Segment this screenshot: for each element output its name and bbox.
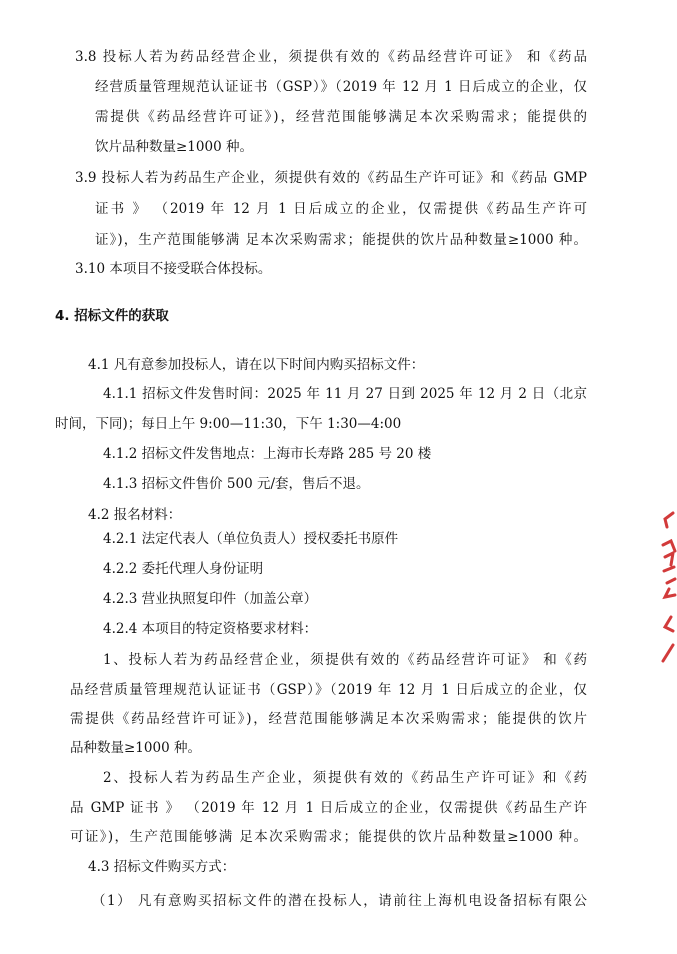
clause-3-9-line-3: 证》)，生产范围能够满 足本次采购需求；能提供的饮片品种数量≥1000 种。 — [95, 232, 587, 248]
clause-4-2-1: 4.2.1 法定代表人（单位负责人）授权委托书原件 — [103, 531, 399, 547]
clause-4-2-2: 4.2.2 委托代理人身份证明 — [103, 561, 264, 577]
clause-3-8-line-3: 需提供《药品经营许可证》)，经营范围能够满足本次采购需求；能提供的 — [95, 109, 587, 125]
clause-4-1-1-line-2: 时间，下同)；每日上午 9:00—11:30，下午 1:30—4:00 — [55, 416, 402, 432]
requirement-2-line-3: 可证》)，生产范围能够满 足本次采购需求；能提供的饮片品种数量≥1000 种。 — [70, 829, 587, 845]
requirement-1-line-3: 需提供《药品经营许可证》)，经营范围能够满足本次采购需求；能提供的饮片 — [70, 711, 587, 727]
clause-3-8-line-2: 经营质量管理规范认证证书（GSP）》（2019 年 12 月 1 日后成立的企业，仅 — [95, 79, 587, 95]
clause-3-9-line-2: 证书 》 （2019 年 12 月 1 日后成立的企业，仅需提供《药品生产许可 — [95, 201, 587, 217]
section-4-heading: 4. 招标文件的获取 — [55, 308, 169, 324]
clause-4-1-3: 4.1.3 招标文件售价 500 元/套，售后不退。 — [103, 476, 370, 492]
clause-4-1-1-line-1: 4.1.1 招标文件发售时间：2025 年 11 月 27 日到 2025 年 12 月 2 日（北京 — [103, 386, 587, 402]
clause-4-2: 4.2 报名材料： — [88, 507, 182, 523]
clause-3-10: 3.10 本项目不接受联合体投标。 — [75, 261, 272, 277]
requirement-1-line-4: 品种数量≥1000 种。 — [70, 740, 201, 756]
requirement-1-line-1: 1、投标人若为药品经营企业，须提供有效的《药品经营许可证》 和《药 — [103, 652, 587, 668]
requirement-2-line-1: 2、投标人若为药品生产企业，须提供有效的《药品生产许可证》和《药 — [103, 770, 587, 786]
clause-3-8-line-4: 饮片品种数量≥1000 种。 — [95, 139, 253, 155]
clause-3-8-line-1: 3.8 投标人若为药品经营企业，须提供有效的《药品经营许可证》 和《药品 — [75, 49, 587, 65]
requirement-2-line-2: 品 GMP 证书 》 （2019 年 12 月 1 日后成立的企业，仅需提供《药品生产许 — [70, 800, 587, 816]
clause-4-3: 4.3 招标文件购买方式： — [88, 859, 236, 875]
red-seal-fragment — [655, 505, 677, 675]
clause-4-3-item-1: （1） 凡有意购买招标文件的潜在投标人，请前往上海机电设备招标有限公 — [92, 893, 587, 909]
clause-3-9-line-1: 3.9 投标人若为药品生产企业，须提供有效的《药品生产许可证》和《药品 GMP — [75, 170, 587, 186]
clause-4-1: 4.1 凡有意参加投标人，请在以下时间内购买招标文件： — [88, 357, 425, 373]
requirement-1-line-2: 品经营质量管理规范认证证书（GSP）》（2019 年 12 月 1 日后成立的企业，仅 — [70, 682, 587, 698]
clause-4-1-2: 4.1.2 招标文件发售地点：上海市长寿路 285 号 20 楼 — [103, 446, 432, 462]
clause-4-2-4: 4.2.4 本项目的特定资格要求材料： — [103, 621, 318, 637]
clause-4-2-3: 4.2.3 营业执照复印件（加盖公章） — [103, 591, 318, 607]
